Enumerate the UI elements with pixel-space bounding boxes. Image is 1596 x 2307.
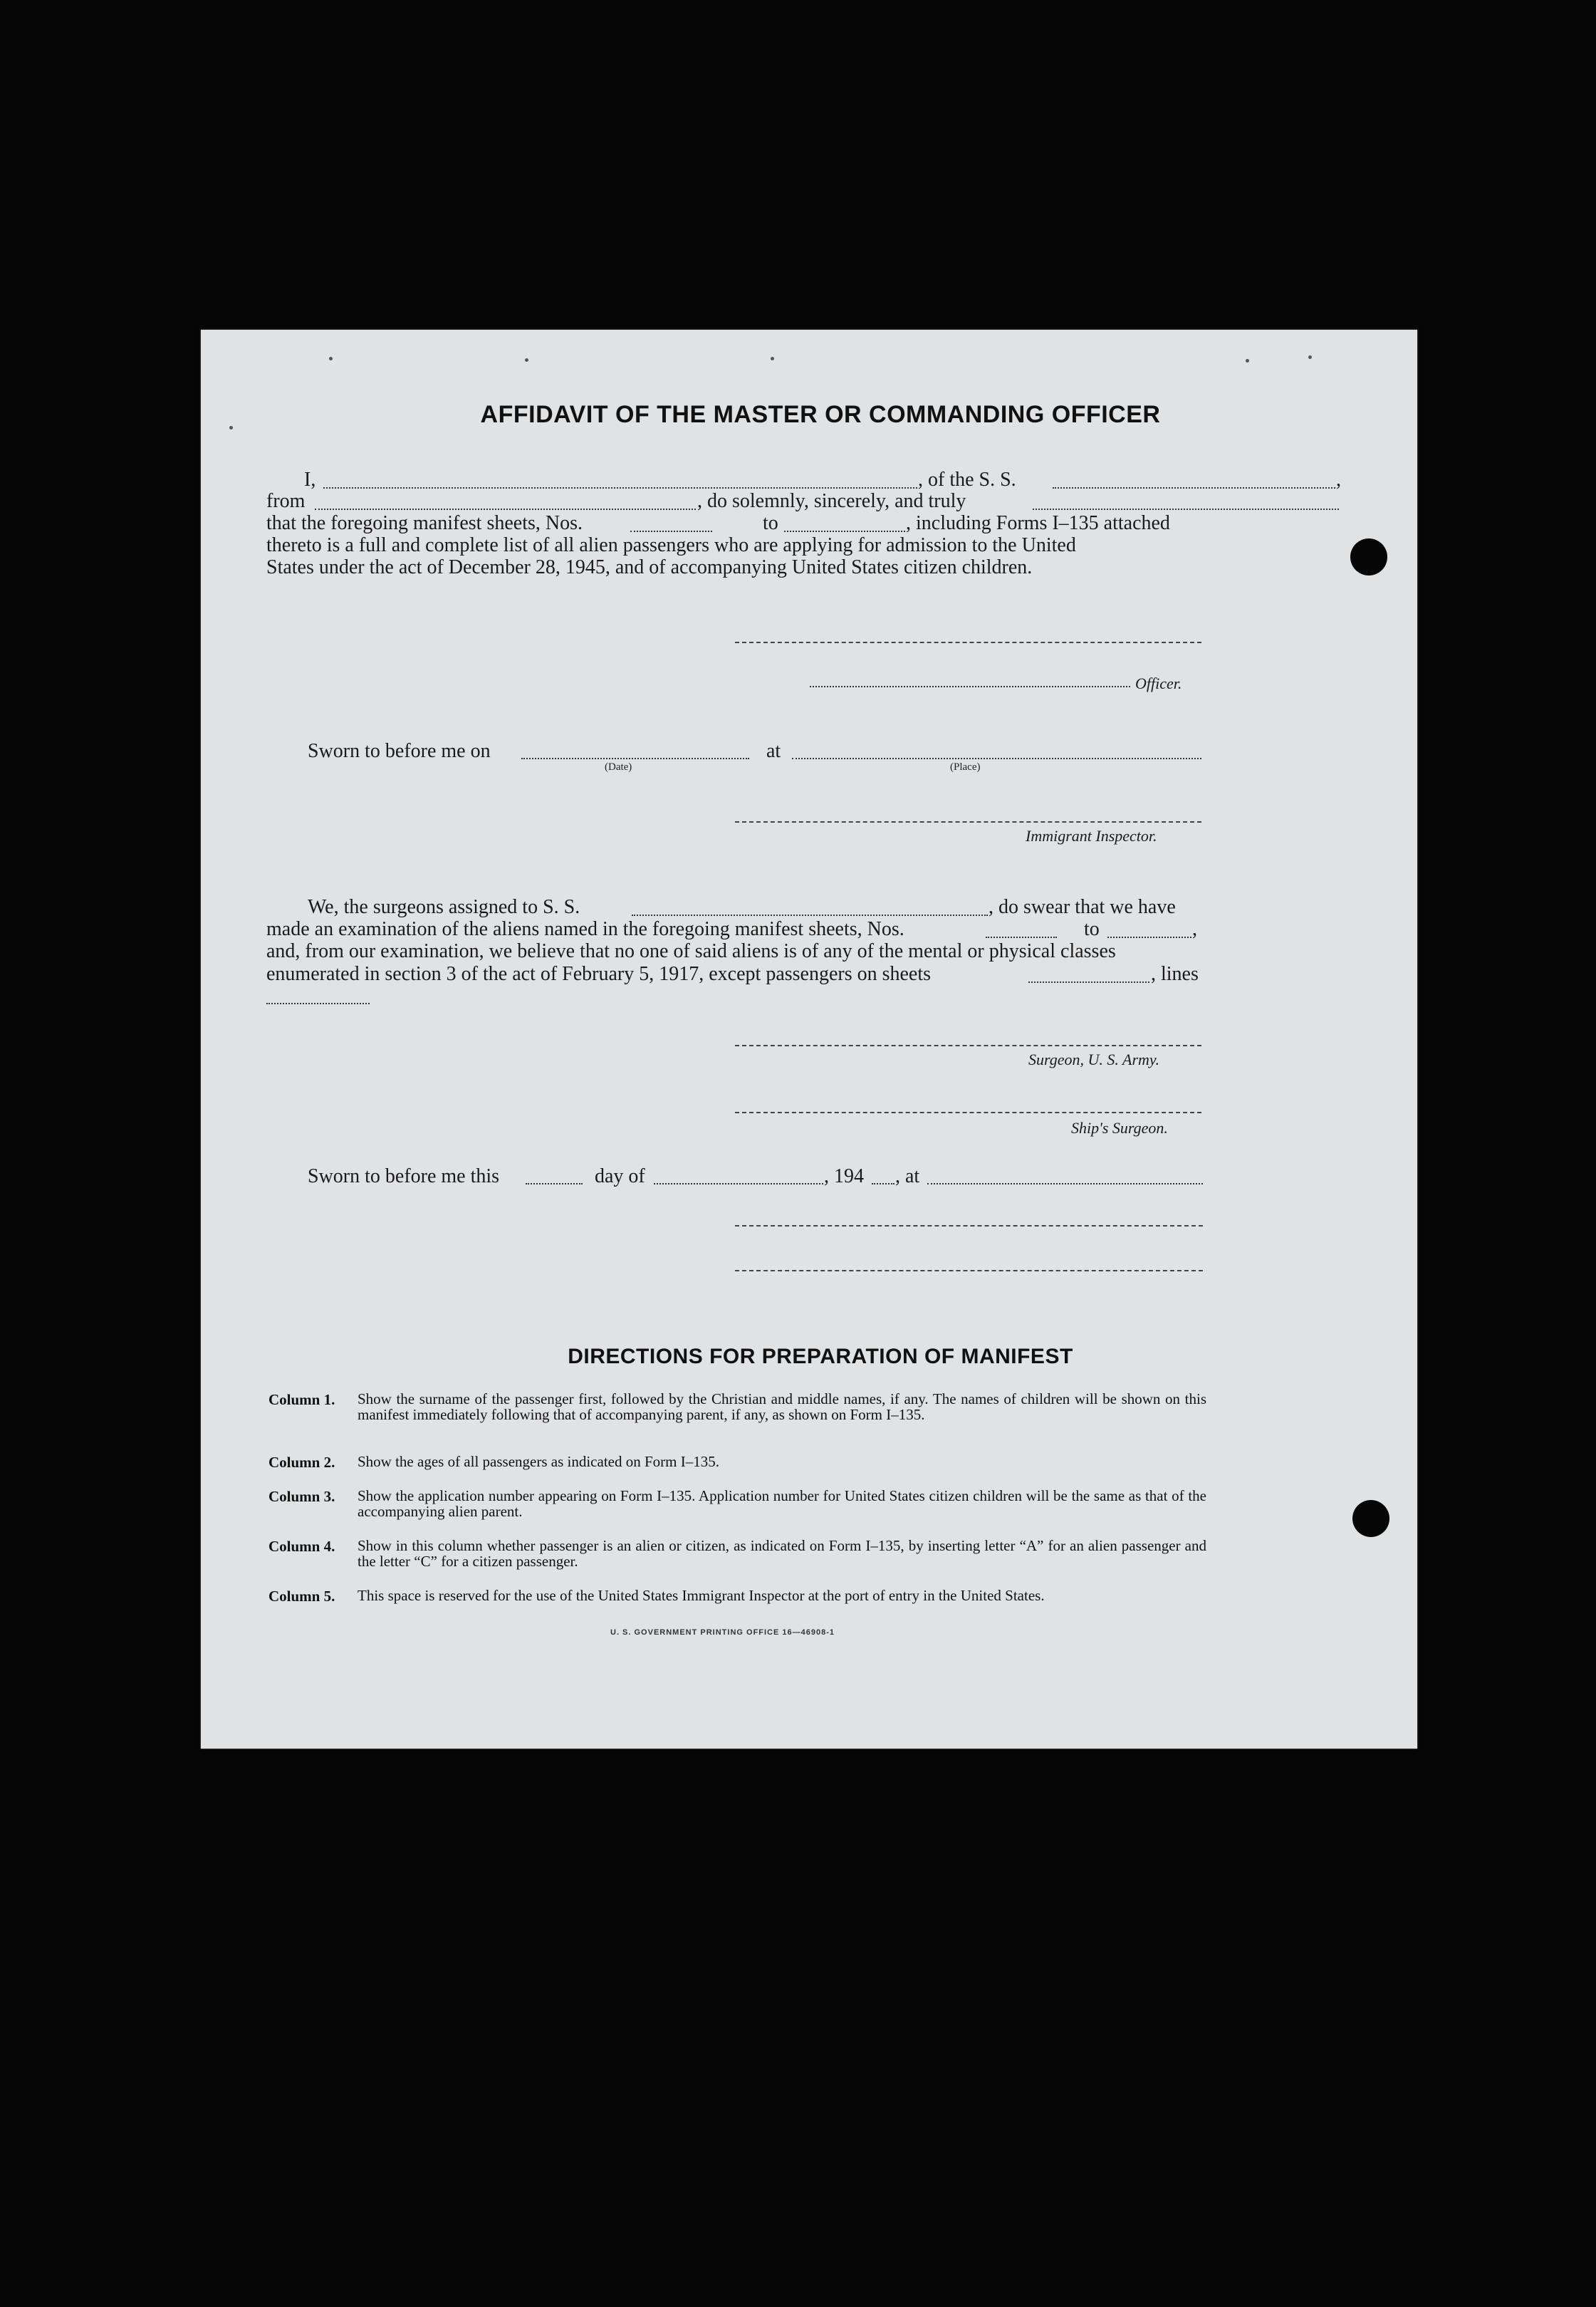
sworn2-day-field[interactable]: [526, 1183, 583, 1184]
speck: [1308, 355, 1312, 359]
officer-label: Officer.: [1135, 675, 1182, 692]
surgeons-line3: and, from our examination, we believe that no one of said aliens is of any of the mental or physical classes: [266, 940, 1116, 962]
surgeon-ship-field[interactable]: [632, 915, 988, 916]
direction-label: Column 5.: [268, 1588, 335, 1605]
sworn2-place-field[interactable]: [927, 1183, 1203, 1184]
affidavit-line3-to: to: [763, 512, 778, 534]
direction-text: Show the application number appearing on Form I–135. Application number for United States citizen children will be the same as that of the accompanying alien parent.: [358, 1487, 1206, 1521]
direction-text: This space is reserved for the use of the United States Immigrant Inspector at the port of entry in the United States.: [358, 1587, 1045, 1604]
sworn-at: at: [766, 740, 781, 762]
officer-title-line[interactable]: [810, 686, 1130, 687]
surgeons-line2-to: to: [1084, 918, 1100, 940]
affidavit-line4: thereto is a full and complete list of all alien passengers who are applying for admission to the United: [266, 534, 1076, 556]
master-name-field[interactable]: [323, 487, 917, 489]
surgeons-line1-end: , do swear that we have: [989, 896, 1176, 918]
speck: [1246, 359, 1249, 363]
sheet-from-field[interactable]: [630, 531, 712, 532]
sworn2-month-field[interactable]: [654, 1183, 823, 1184]
place-caption: (Place): [950, 761, 981, 773]
speck: [525, 358, 528, 362]
sworn2-label: Sworn to before me this: [308, 1165, 500, 1187]
surgeons-line4-start: enumerated in section 3 of the act of February 5, 1917, except passengers on sheets: [266, 963, 932, 985]
affidavit-line1-mid: , of the S. S.: [918, 469, 1016, 491]
affidavit-line1-start: I,: [304, 469, 316, 491]
affidavit-line2-start: from: [266, 490, 306, 512]
surgeons-line1-start: We, the surgeons assigned to S. S.: [308, 896, 580, 918]
surgeon-sheet-from-field[interactable]: [986, 937, 1057, 938]
surgeon-sheet-to-field[interactable]: [1107, 937, 1191, 938]
except-sheets-field[interactable]: [1028, 981, 1149, 983]
ship-surgeon-signature-line[interactable]: [735, 1112, 1201, 1113]
affidavit-line1-end: ,: [1336, 469, 1341, 491]
sworn-label: Sworn to before me on: [308, 740, 491, 762]
master-signature-line[interactable]: [735, 642, 1201, 643]
affidavit-line3-end: , including Forms I–135 attached: [906, 512, 1170, 534]
affidavit-line2-mid: , do solemnly, sincerely, and truly: [697, 490, 966, 512]
speck: [771, 357, 774, 360]
sworn2-day-of: day of: [595, 1165, 645, 1187]
sworn-date-field[interactable]: [521, 758, 749, 759]
affidavit-line3-start: that the foregoing manifest sheets, Nos.: [266, 512, 583, 534]
direction-label: Column 4.: [268, 1538, 335, 1555]
ship-name-field[interactable]: [1053, 487, 1335, 489]
sworn2-year: , 194: [824, 1165, 864, 1187]
ship-surgeon-label: Ship's Surgeon.: [1071, 1119, 1168, 1137]
date-caption: (Date): [605, 761, 632, 773]
sworn2-title-line[interactable]: [735, 1270, 1203, 1271]
direction-text: Show the ages of all passengers as indicated on Form I–135.: [358, 1453, 719, 1470]
sworn2-year-field[interactable]: [872, 1183, 895, 1184]
sworn2-at: , at: [895, 1165, 920, 1187]
direction-text: Show in this column whether passenger is an alien or citizen, as indicated on Form I–135, by inserting letter “A” for an alien passenger and the letter “C” for a citizen passenger.: [358, 1537, 1206, 1571]
surgeons-line2-end: ,: [1192, 918, 1197, 940]
affidavit-title: AFFIDAVIT OF THE MASTER OR COMMANDING OFFICER: [480, 401, 1161, 428]
affidavit-line5: States under the act of December 28, 1945, and of accompanying United States citizen children.: [266, 556, 1033, 578]
sworn-place-field[interactable]: [792, 758, 1201, 759]
printing-office-footer: U. S. GOVERNMENT PRINTING OFFICE 16—46908-1: [610, 1628, 835, 1637]
army-surgeon-signature-line[interactable]: [735, 1045, 1201, 1046]
truly-field[interactable]: [1033, 509, 1339, 510]
direction-label: Column 2.: [268, 1454, 335, 1471]
lines-field[interactable]: [266, 1003, 370, 1004]
punch-hole: [1352, 1500, 1389, 1537]
direction-text: Show the surname of the passenger first, followed by the Christian and middle names, if any. The names of children will be shown on this manifest immediately following that of accompanying parent, if any, as shown on Form I–135.: [358, 1390, 1206, 1424]
sheet-to-field[interactable]: [784, 531, 905, 532]
surgeons-line2-start: made an examination of the aliens named in the foregoing manifest sheets, Nos.: [266, 918, 904, 940]
manifest-form-page: [201, 330, 1417, 1749]
from-port-field[interactable]: [315, 509, 696, 510]
sworn2-signature-line[interactable]: [735, 1225, 1203, 1227]
directions-title: DIRECTIONS FOR PREPARATION OF MANIFEST: [568, 1345, 1073, 1368]
direction-label: Column 1.: [268, 1391, 335, 1408]
speck: [329, 357, 333, 360]
inspector-signature-line[interactable]: [735, 821, 1201, 823]
surgeons-line4-end: , lines: [1151, 963, 1199, 985]
punch-hole: [1350, 538, 1387, 576]
inspector-label: Immigrant Inspector.: [1026, 827, 1157, 845]
army-surgeon-label: Surgeon, U. S. Army.: [1028, 1051, 1159, 1068]
direction-label: Column 3.: [268, 1488, 335, 1505]
